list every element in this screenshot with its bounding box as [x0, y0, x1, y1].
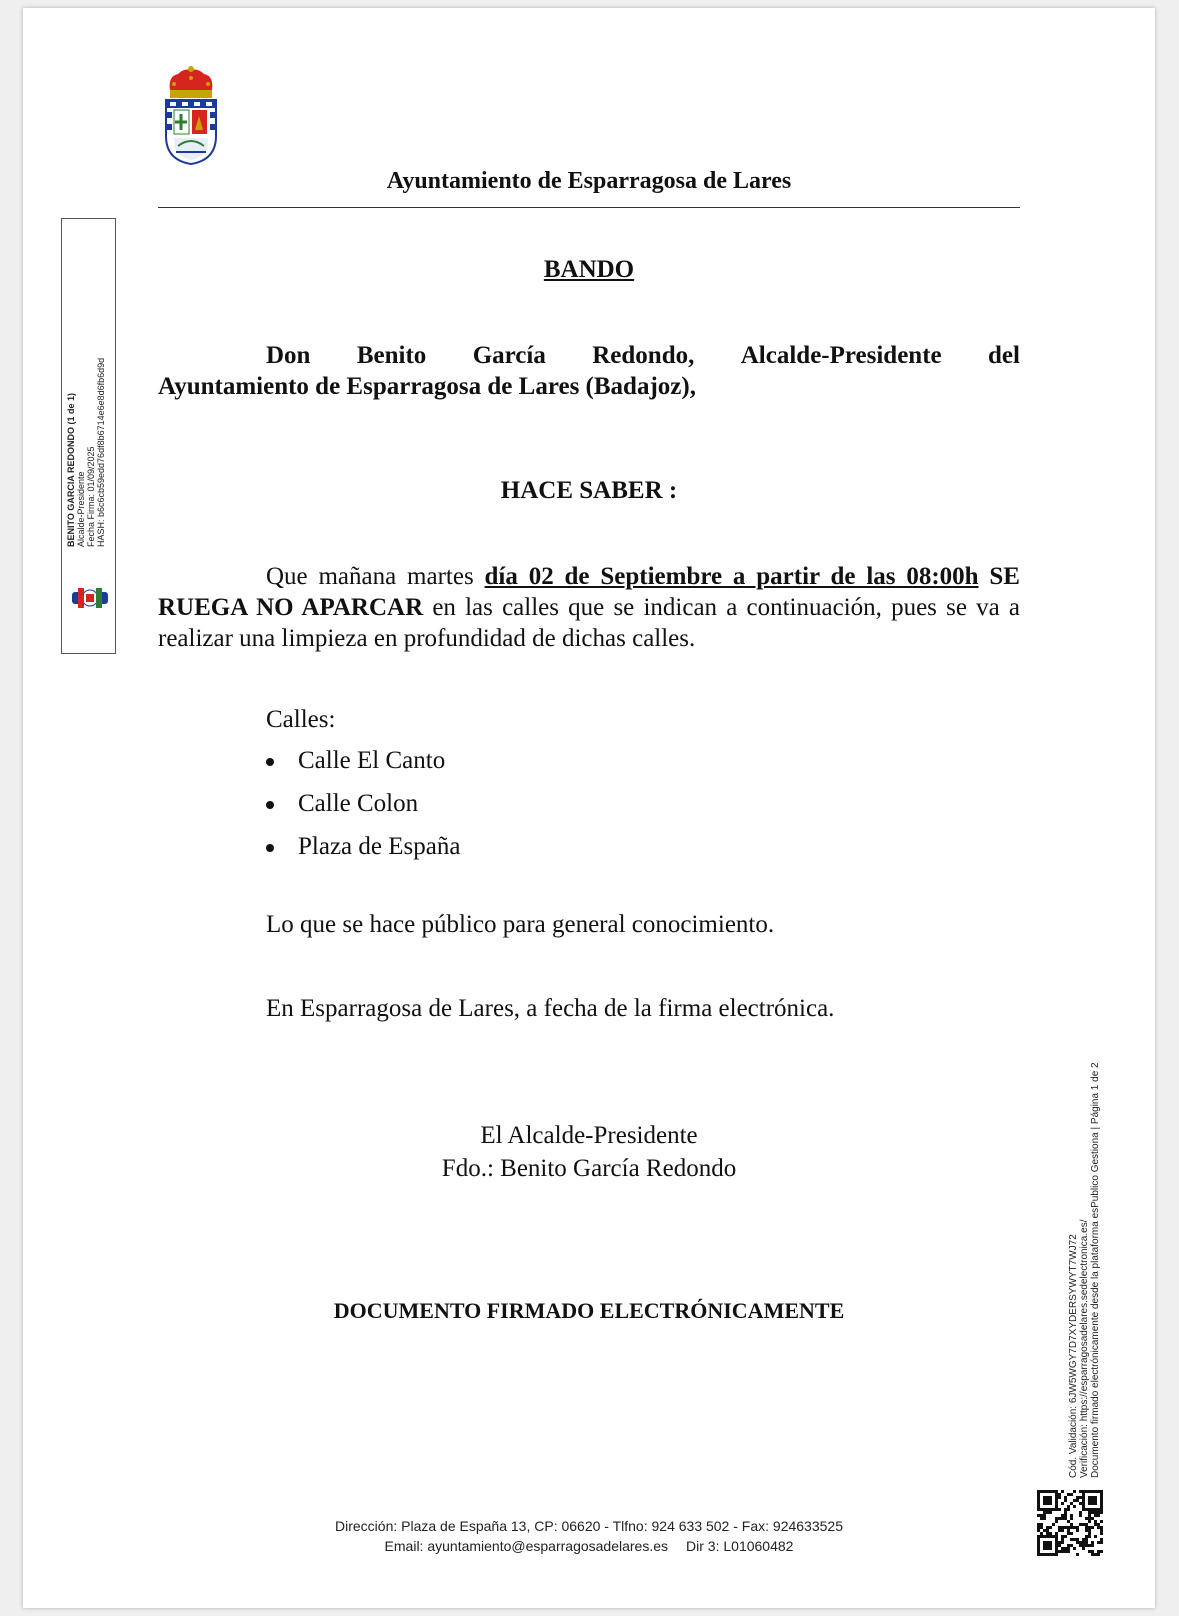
intro-word: Redondo,: [592, 342, 695, 369]
intro-word: García: [472, 342, 546, 369]
organization-header: Ayuntamiento de Esparragosa de Lares: [386, 168, 792, 194]
electronic-signature-note: DOCUMENTO FIRMADO ELECTRÓNICAMENTE: [333, 1298, 845, 1323]
municipal-coat-of-arms-icon: [162, 64, 220, 166]
body-gap: [979, 563, 990, 590]
stamp-sign-date: Fecha Firma: 01/09/2025: [86, 446, 96, 547]
verification-code: Cód. Validación: 6JW5WGY7D7XYDERSYWYT7WJ72: [1068, 1234, 1079, 1478]
body-post: en las calles que se indican a continuación, pues se va a realizar una limpieza en profundidad de dichas calles.: [158, 594, 1020, 652]
announcement-heading: HACE SABER :: [500, 477, 678, 504]
document-page: [23, 8, 1155, 1608]
body-alert: SE RUEGA NO APARCAR: [158, 563, 1020, 621]
body-paragraph: [158, 561, 1020, 654]
footer-dir3: Dir 3: L01060482: [686, 1538, 794, 1554]
intro-word: del: [988, 342, 1020, 369]
header-divider: [158, 207, 1020, 208]
place-date: En Esparragosa de Lares, a fecha de la firma electrónica.: [266, 995, 835, 1022]
intro-line-1: [158, 340, 1020, 371]
stamp-signer-role: Alcalde-Presidente: [76, 471, 86, 547]
document-title: [158, 256, 1020, 284]
verification-url: Verificación: https://esparragosadelares.sedelectronica.es/: [1079, 1219, 1090, 1478]
street-item: Calle El Canto: [266, 745, 460, 788]
stamp-signer-name: BENITO GARCIA REDONDO (1 de 1): [66, 392, 76, 547]
signer-title: El Alcalde-Presidente: [480, 1122, 698, 1149]
intro-word: Alcalde-Presidente: [740, 342, 942, 369]
qr-code-icon: [1037, 1490, 1103, 1556]
intro-word: Don: [266, 342, 311, 369]
signer-name: Fdo.: Benito García Redondo: [441, 1155, 737, 1182]
page-footer: [158, 1516, 1020, 1556]
verification-strip: [1068, 1062, 1101, 1478]
signature-side-stamp: [61, 218, 116, 654]
verification-platform: Documento firmado electrónicamente desde la plataforma esPublico Gestiona | Página 1 de 2: [1090, 1062, 1101, 1478]
footer-email: Email: ayuntamiento@esparragosadelares.es: [384, 1538, 669, 1554]
intro-paragraph: [158, 340, 1020, 402]
street-list: [266, 745, 460, 874]
intro-line-2: Ayuntamiento de Esparragosa de Lares (Badajoz),: [158, 373, 696, 400]
streets-label: Calles:: [266, 706, 336, 733]
body-date: día 02 de Septiembre a partir de las 08:00h: [484, 563, 979, 590]
street-item: Plaza de España: [266, 831, 460, 874]
stamp-crest-icon: [72, 584, 108, 612]
footer-address: Dirección: Plaza de España 13, CP: 06620 - Tlfno: 924 633 502 - Fax: 924633525: [335, 1518, 843, 1534]
document-title-text: BANDO: [543, 256, 635, 283]
intro-word: Benito: [356, 342, 427, 369]
street-item: Calle Colon: [266, 788, 460, 831]
public-notice: Lo que se hace público para general conocimiento.: [266, 911, 775, 938]
stamp-hash: HASH: b6c6cb59edd76df8b6714e6e8d6fb6d9d: [96, 357, 106, 547]
stamp-text: [66, 358, 106, 547]
body-pre: Que mañana martes: [266, 563, 485, 590]
